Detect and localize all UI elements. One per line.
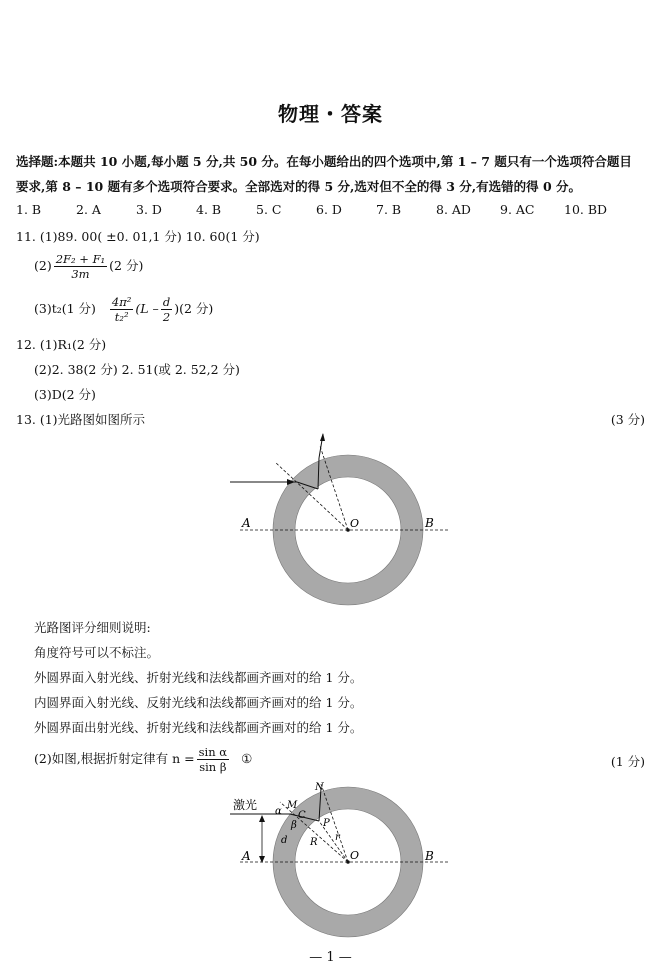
arrow-head	[259, 815, 265, 822]
fraction-numerator: sin α	[198, 745, 228, 759]
light-path-figure-1	[225, 428, 460, 610]
label-laser: 激光	[233, 798, 258, 812]
mcq-answer: 9. AC	[500, 202, 535, 217]
label-r-lower: r	[335, 832, 340, 843]
label-b: B	[425, 849, 434, 863]
fraction-denominator: t₂²	[114, 310, 129, 324]
grading-note: 光路图评分细则说明:	[34, 620, 151, 635]
fraction-numerator: 4π²	[111, 295, 132, 309]
mcq-answer: 2. A	[76, 202, 101, 217]
fraction-denominator: 3m	[71, 267, 90, 281]
label-b: B	[425, 516, 434, 530]
mcq-answer: 3. D	[136, 202, 162, 217]
q13-score-1: (3 分)	[610, 412, 645, 427]
q11-part2-label: (2)	[34, 258, 52, 273]
label-p: P	[323, 818, 330, 829]
q11-line-2	[34, 252, 143, 281]
label-n: N	[315, 782, 324, 793]
intro-line-2: 要求,第 8 – 10 题有多个选项符合要求。全部选对的得 5 分,选对但不全的得 3 分,有选错的得 0 分。	[16, 179, 582, 194]
label-m: M	[287, 800, 298, 811]
mcq-answer: 8. AD	[436, 202, 471, 217]
q11-line-1: 11. (1)89. 00( ±0. 01,1 分) 10. 60(1 分)	[16, 229, 260, 244]
mcq-answer: 10. BD	[564, 202, 608, 217]
mcq-answer: 1. B	[16, 202, 42, 217]
intro-line-1: 选择题:本题共 10 小题,每小题 5 分,共 50 分。在每小题给出的四个选项中,第 1 – 7 题只有一个选项符合题目	[16, 154, 632, 169]
q13-line-1: 13. (1)光路图如图所示	[16, 412, 146, 427]
mcq-answer: 7. B	[376, 202, 402, 217]
mcq-answer: 5. C	[256, 202, 282, 217]
q12-line-2: (2)2. 38(2 分) 2. 51(或 2. 52,2 分)	[34, 362, 240, 377]
q13-score-2: (1 分)	[610, 754, 645, 769]
grading-note: 外圆界面入射光线、折射光线和法线都画齐画对的给 1 分。	[34, 670, 363, 685]
grading-note: 外圆界面出射光线、折射光线和法线都画齐画对的给 1 分。	[34, 720, 363, 735]
grading-note: 角度符号可以不标注。	[34, 645, 160, 660]
q13-fraction	[197, 745, 229, 774]
light-path-figure-2	[225, 778, 460, 946]
mcq-answers	[16, 202, 607, 217]
q12-line-1: 12. (1)R₁(2 分)	[16, 337, 107, 352]
label-o: O	[350, 517, 360, 530]
q11-part3-label: (3)t₂(1 分)	[34, 301, 96, 316]
q11-fraction	[110, 295, 134, 324]
fraction-denominator: sin β	[199, 760, 227, 774]
mcq-answer: 4. B	[196, 202, 222, 217]
q11-part3-score: )(2 分)	[174, 301, 214, 316]
label-beta: β	[291, 820, 297, 831]
fraction-numerator: d	[162, 295, 171, 309]
label-c: C	[298, 810, 306, 821]
fraction-denominator: 2	[162, 310, 171, 324]
q11-fraction	[54, 252, 107, 281]
page-number: — 1 —	[309, 950, 352, 965]
q13-line-2	[34, 745, 252, 774]
label-o: O	[350, 849, 360, 862]
label-alpha: α	[275, 806, 282, 817]
equation-marker: ①	[241, 751, 253, 766]
label-a: A	[242, 516, 251, 530]
mcq-answer: 6. D	[316, 202, 342, 217]
fraction-numerator: 2F₂ + F₁	[55, 252, 106, 266]
arrow-head	[259, 856, 265, 863]
q13-part2-label: (2)如图,根据折射定律有 n =	[34, 751, 195, 766]
q11-fraction	[161, 295, 172, 324]
page-title: 物理・答案	[278, 102, 383, 126]
grading-note: 内圆界面入射光线、反射光线和法线都画齐画对的给 1 分。	[34, 695, 363, 710]
q11-part2-score: (2 分)	[109, 258, 144, 273]
label-r-upper: R	[310, 837, 318, 848]
q11-line-3	[34, 295, 213, 324]
q11-expression: (L –	[135, 301, 159, 316]
q12-line-3: (3)D(2 分)	[34, 387, 96, 402]
label-a: A	[242, 849, 251, 863]
label-d: d	[281, 835, 288, 846]
